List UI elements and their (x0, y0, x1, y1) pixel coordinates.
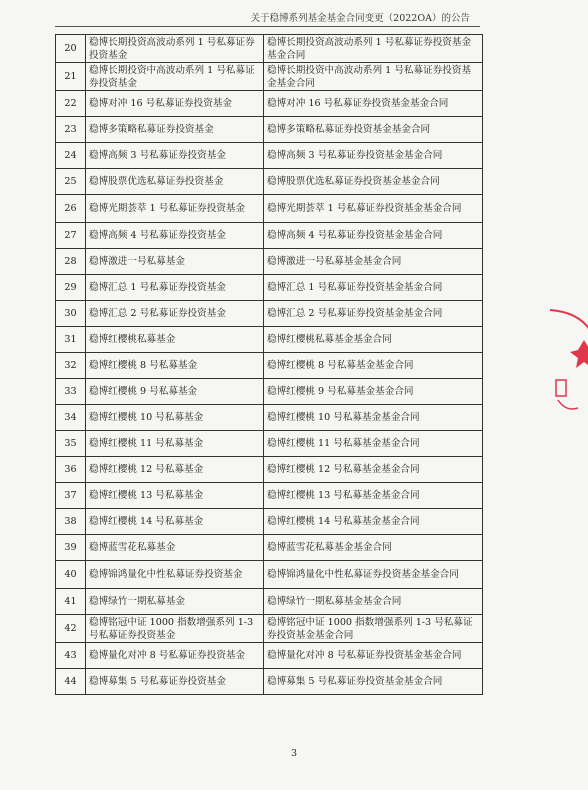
fund-name-cell: 稳博长期投资中高波动系列 1 号私募证券投资基金 (86, 63, 264, 91)
contract-name-cell: 稳博高频 3 号私募证券投资基金基金合同 (264, 143, 483, 169)
table-row (56, 483, 483, 509)
table-row (56, 63, 483, 91)
row-number: 34 (56, 405, 86, 431)
fund-name-cell: 稳博量化对冲 8 号私募证券投资基金 (86, 643, 264, 669)
row-number: 29 (56, 275, 86, 301)
table-row (56, 431, 483, 457)
contract-name-cell: 稳博多策略私募证券投资基金基金合同 (264, 117, 483, 143)
contract-name-cell: 稳博汇总 1 号私募证券投资基金基金合同 (264, 275, 483, 301)
row-number: 30 (56, 301, 86, 327)
row-number: 42 (56, 615, 86, 643)
row-number: 43 (56, 643, 86, 669)
table-row (56, 379, 483, 405)
fund-name-cell: 稳博多策略私募证券投资基金 (86, 117, 264, 143)
contract-name-cell: 稳博对冲 16 号私募证券投资基金基金合同 (264, 91, 483, 117)
row-number: 31 (56, 327, 86, 353)
row-number: 44 (56, 669, 86, 695)
row-number: 26 (56, 195, 86, 223)
table-row (56, 91, 483, 117)
contract-name-cell: 稳博铭冠中证 1000 指数增强系列 1-3 号私募证券投资基金基金合同 (264, 615, 483, 643)
row-number: 33 (56, 379, 86, 405)
row-number: 38 (56, 509, 86, 535)
table-row (56, 535, 483, 561)
row-number: 39 (56, 535, 86, 561)
contract-name-cell: 稳博红樱桃 10 号私募基金基金合同 (264, 405, 483, 431)
fund-name-cell: 稳博光期荟萃 1 号私募证券投资基金 (86, 195, 264, 223)
fund-name-cell: 稳博高频 4 号私募证券投资基金 (86, 223, 264, 249)
fund-name-cell: 稳博绿竹一期私募基金 (86, 589, 264, 615)
contract-name-cell: 稳博长期投资高波动系列 1 号私募证券投资基金基金合同 (264, 35, 483, 63)
row-number: 28 (56, 249, 86, 275)
fund-name-cell: 稳博红樱桃 8 号私募基金 (86, 353, 264, 379)
row-number: 24 (56, 143, 86, 169)
contract-name-cell: 稳博红樱桃 12 号私募基金基金合同 (264, 457, 483, 483)
table-row (56, 561, 483, 589)
fund-name-cell: 稳博红樱桃 11 号私募基金 (86, 431, 264, 457)
fund-name-cell: 稳博募集 5 号私募证券投资基金 (86, 669, 264, 695)
table-row (56, 301, 483, 327)
table-row (56, 223, 483, 249)
table-row (56, 35, 483, 63)
table-body (56, 35, 483, 695)
table-row (56, 117, 483, 143)
table-row (56, 615, 483, 643)
fund-name-cell: 稳博汇总 1 号私募证券投资基金 (86, 275, 264, 301)
fund-name-cell: 稳博红樱桃 12 号私募基金 (86, 457, 264, 483)
contract-name-cell: 稳博长期投资中高波动系列 1 号私募证券投资基金基金合同 (264, 63, 483, 91)
table-row (56, 249, 483, 275)
fund-name-cell: 稳博红樱桃 13 号私募基金 (86, 483, 264, 509)
row-number: 41 (56, 589, 86, 615)
table-row (56, 275, 483, 301)
page-header-title: 关于稳博系列基金基金合同变更（2022OA）的公告 (250, 13, 470, 24)
contract-name-cell: 稳博红樱桃私募基金基金合同 (264, 327, 483, 353)
contract-name-cell: 稳博红樱桃 13 号私募基金基金合同 (264, 483, 483, 509)
table-row (56, 643, 483, 669)
row-number: 37 (56, 483, 86, 509)
contract-name-cell: 稳博募集 5 号私募证券投资基金基金合同 (264, 669, 483, 695)
table-row (56, 509, 483, 535)
contract-name-cell: 稳博汇总 2 号私募证券投资基金基金合同 (264, 301, 483, 327)
contract-name-cell: 稳博红樱桃 14 号私募基金基金合同 (264, 509, 483, 535)
contract-name-cell: 稳博股票优选私募证券投资基金基金合同 (264, 169, 483, 195)
contract-name-cell: 稳博红樱桃 11 号私募基金基金合同 (264, 431, 483, 457)
fund-name-cell: 稳博铭冠中证 1000 指数增强系列 1-3 号私募证券投资基金 (86, 615, 264, 643)
row-number: 22 (56, 91, 86, 117)
contract-name-cell: 稳博高频 4 号私募证券投资基金基金合同 (264, 223, 483, 249)
contract-name-cell: 稳博红樱桃 8 号私募基金基金合同 (264, 353, 483, 379)
fund-name-cell: 稳博汇总 2 号私募证券投资基金 (86, 301, 264, 327)
fund-name-cell: 稳博锦鸿量化中性私募证券投资基金 (86, 561, 264, 589)
contract-name-cell: 稳博蓝雪花私募基金基金合同 (264, 535, 483, 561)
row-number: 25 (56, 169, 86, 195)
contract-name-cell: 稳博光期荟萃 1 号私募证券投资基金基金合同 (264, 195, 483, 223)
fund-name-cell: 稳博股票优选私募证券投资基金 (86, 169, 264, 195)
table-row (56, 669, 483, 695)
table-row (56, 195, 483, 223)
table-row (56, 327, 483, 353)
seal-stamp (538, 300, 588, 420)
table-row (56, 589, 483, 615)
row-number: 35 (56, 431, 86, 457)
table-row (56, 353, 483, 379)
fund-name-cell: 稳博激进一号私募基金 (86, 249, 264, 275)
fund-name-cell: 稳博红樱桃 9 号私募基金 (86, 379, 264, 405)
fund-name-cell: 稳博对冲 16 号私募证券投资基金 (86, 91, 264, 117)
row-number: 40 (56, 561, 86, 589)
contract-name-cell: 稳博红樱桃 9 号私募基金基金合同 (264, 379, 483, 405)
row-number: 36 (56, 457, 86, 483)
fund-name-cell: 稳博高频 3 号私募证券投资基金 (86, 143, 264, 169)
table-row (56, 143, 483, 169)
row-number: 27 (56, 223, 86, 249)
table-row (56, 169, 483, 195)
page-number: 3 (290, 748, 298, 759)
row-number: 32 (56, 353, 86, 379)
row-number: 20 (56, 35, 86, 63)
fund-name-cell: 稳博蓝雪花私募基金 (86, 535, 264, 561)
fund-contract-table (55, 34, 483, 695)
contract-name-cell: 稳博量化对冲 8 号私募证券投资基金基金合同 (264, 643, 483, 669)
fund-name-cell: 稳博红樱桃私募基金 (86, 327, 264, 353)
row-number: 23 (56, 117, 86, 143)
fund-name-cell: 稳博红樱桃 14 号私募基金 (86, 509, 264, 535)
row-number: 21 (56, 63, 86, 91)
table-row (56, 405, 483, 431)
contract-name-cell: 稳博绿竹一期私募基金基金合同 (264, 589, 483, 615)
contract-name-cell: 稳博锦鸿量化中性私募证券投资基金基金合同 (264, 561, 483, 589)
contract-name-cell: 稳博激进一号私募基金基金合同 (264, 249, 483, 275)
table-row (56, 457, 483, 483)
fund-name-cell: 稳博长期投资高波动系列 1 号私募证券投资基金 (86, 35, 264, 63)
header-rule (55, 26, 480, 27)
fund-name-cell: 稳博红樱桃 10 号私募基金 (86, 405, 264, 431)
